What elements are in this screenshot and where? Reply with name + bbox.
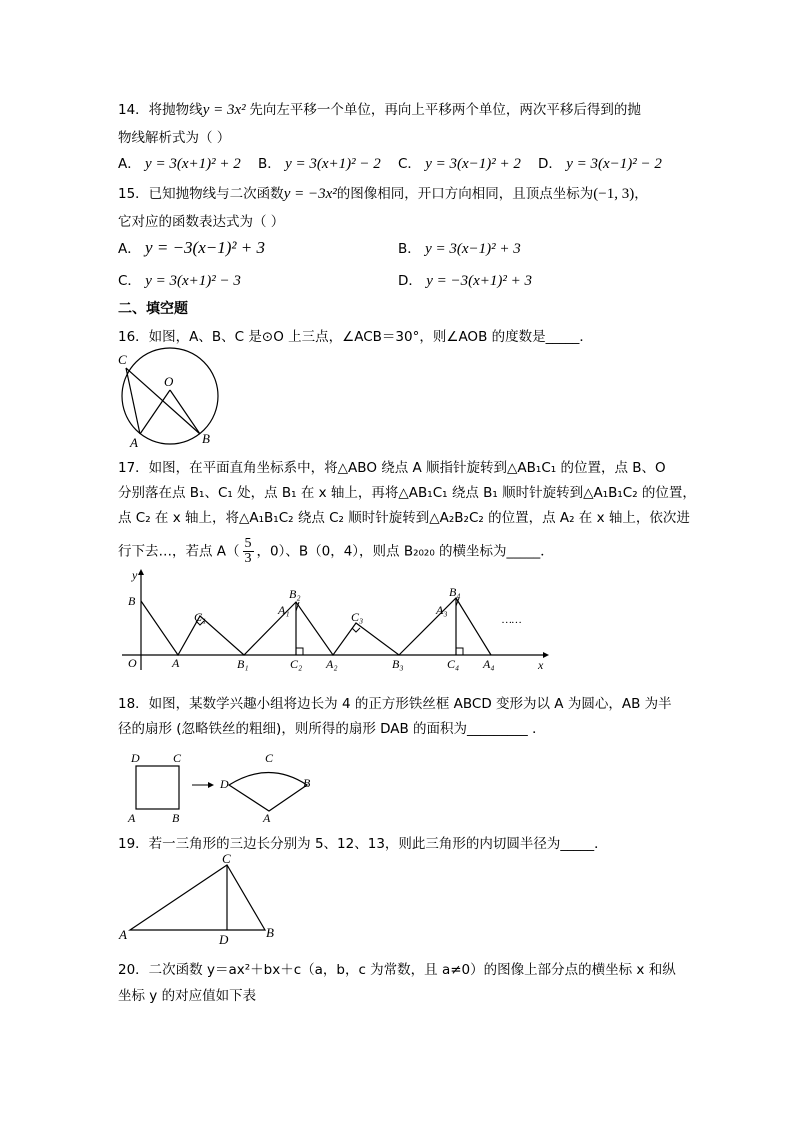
q15-option-b-label: B． (398, 241, 421, 257)
q17-label-c4: C₄ (447, 657, 460, 671)
q15-option-d: y = −3(x+1)² + 3 (426, 273, 532, 289)
q18-label-b2: B (303, 776, 311, 790)
q17-label-a3: A₃ (436, 603, 448, 617)
q17-fraction: $\frac{5}{3}$ (244, 536, 252, 566)
q17-label-c2: C₂ (290, 657, 303, 671)
q18-line2: 径的扇形 (忽略铁丝的粗细)，则所得的扇形 DAB 的面积为_________ ． (118, 721, 546, 737)
q15-line1: 15．已知抛物线与二次函数y = −3x²的图像相同，开口方向相同，且顶点坐标为(−1, 3)， (118, 186, 648, 202)
q14-option-d: y = 3(x−1)² − 2 (566, 156, 662, 172)
q15-option-c-label: C． (118, 273, 141, 289)
q15-line2: 它对应的函数表达式为（ ） (118, 214, 285, 230)
q17-line2: 分别落在点 B₁、C₁ 处，点 B₁ 在 x 轴上，再将△AB₁C₁ 绕点 B₁ 顺时针旋转到△A₁B₁C₂ 的位置， (118, 485, 696, 501)
q16-label-c: C (118, 352, 127, 367)
q17-label-b3: B₃ (392, 657, 404, 671)
q19-label-d: D (219, 932, 229, 946)
q14-option-c-label: C． (398, 156, 421, 172)
q14-option-a: y = 3(x+1)² + 2 (145, 156, 241, 172)
section-title: 二、填空题 (118, 301, 188, 317)
q17-line3: 点 C₂ 在 x 轴上，将△A₁B₁C₂ 绕点 C₂ 顺时针旋转到△A₂B₂C₂ 的位置，点 A₂ 在 x 轴上，依次进 (118, 510, 690, 526)
q17-label-b1: B₁ (237, 657, 249, 671)
q19-label-b: B (266, 925, 274, 940)
q17-label-a4: A₄ (483, 657, 495, 671)
q20-line1: 20．二次函数 y＝ax²＋bx＋c（a，b，c 为常数，且 a≠0）的图像上部分点的横坐标 x 和纵 (118, 962, 676, 978)
q14-line1: 14．将抛物线y = 3x² 先向左平移一个单位，再向上平移两个单位，两次平移后得到的抛 (118, 102, 641, 118)
q18-label-c: C (173, 751, 182, 765)
q16-circle (122, 348, 218, 444)
q14-options (118, 152, 241, 173)
q17-label-a: A (172, 656, 180, 670)
q14-option-b: y = 3(x+1)² − 2 (285, 156, 381, 172)
q18-label-d2: D (220, 777, 229, 791)
q17-label-b4: B₄ (449, 585, 461, 599)
q16-label-b: B (202, 431, 210, 446)
q19-text: 19．若一三角形的三边长分别为 5、12、13，则此三角形的内切圆半径为_____． (118, 836, 608, 852)
q17-coordinate-figure (118, 566, 558, 672)
q19-label-c: C (222, 851, 231, 866)
q19-triangle-figure (115, 850, 285, 946)
q14-line2: 物线解析式为（ ） (118, 130, 231, 146)
q17-label-b2: B₂ (289, 587, 301, 601)
q18-square (136, 766, 179, 809)
q16-label-a: A (130, 435, 138, 450)
q18-line1: 18．如图，某数学兴趣小组将边长为 4 的正方形铁丝框 ABCD 变形为以 A 为圆心，AB 为半 (118, 696, 672, 712)
q17-label-a2: A₂ (326, 657, 338, 671)
q16-text: 16．如图，A、B、C 是⊙O 上三点，∠ACB＝30°，则∠AOB 的度数是_____． (118, 329, 593, 345)
q14-option-d-label: D． (538, 156, 562, 172)
q16-circle-figure (112, 346, 232, 450)
q18-label-d: D (131, 751, 140, 765)
q18-label-a: A (128, 811, 136, 824)
q18-label-c2: C (265, 751, 274, 765)
q17-ellipsis: …… (502, 614, 522, 626)
q19-label-a: A (119, 927, 127, 942)
q17-line4: 行下去…，若点 A（ $\frac{5}{3}$ ，0）、B（0，4），则点 B₂₀₂₀ 的横坐标为_____． (118, 536, 554, 566)
q14-option-a-label: A． (118, 156, 141, 172)
q18-square-sector-figure (122, 748, 322, 824)
q17-label-a1: A₁ (278, 603, 290, 617)
q15-option-a-label: A． (118, 241, 141, 257)
q17-label-c1: C₁ (194, 610, 207, 624)
q18-label-b: B (172, 811, 180, 824)
q17-label-o: O (128, 656, 137, 670)
q16-label-o: O (164, 374, 174, 389)
q15-option-b: y = 3(x−1)² + 3 (425, 241, 521, 257)
q15-option-a: y = −3(x−1)² + 3 (145, 238, 265, 257)
q17-label-c3: C₃ (351, 610, 364, 624)
q18-sector (229, 773, 307, 812)
q20-line2: 坐标 y 的对应值如下表 (118, 988, 257, 1004)
q19-triangle (130, 865, 265, 930)
q14-option-c: y = 3(x−1)² + 2 (425, 156, 521, 172)
q17-label-b: B (128, 594, 136, 608)
q17-label-x: x (538, 658, 544, 672)
q18-label-a2: A (263, 811, 271, 824)
q17-line1: 17．如图，在平面直角坐标系中，将△ABO 绕点 A 顺指针旋转到△AB₁C₁ 的位置，点 B、O (118, 460, 666, 476)
q15-option-c: y = 3(x+1)² − 3 (145, 273, 241, 289)
q17-label-y: y (132, 568, 138, 582)
q14-option-b-label: B． (258, 156, 281, 172)
q15-option-d-label: D． (398, 273, 422, 289)
